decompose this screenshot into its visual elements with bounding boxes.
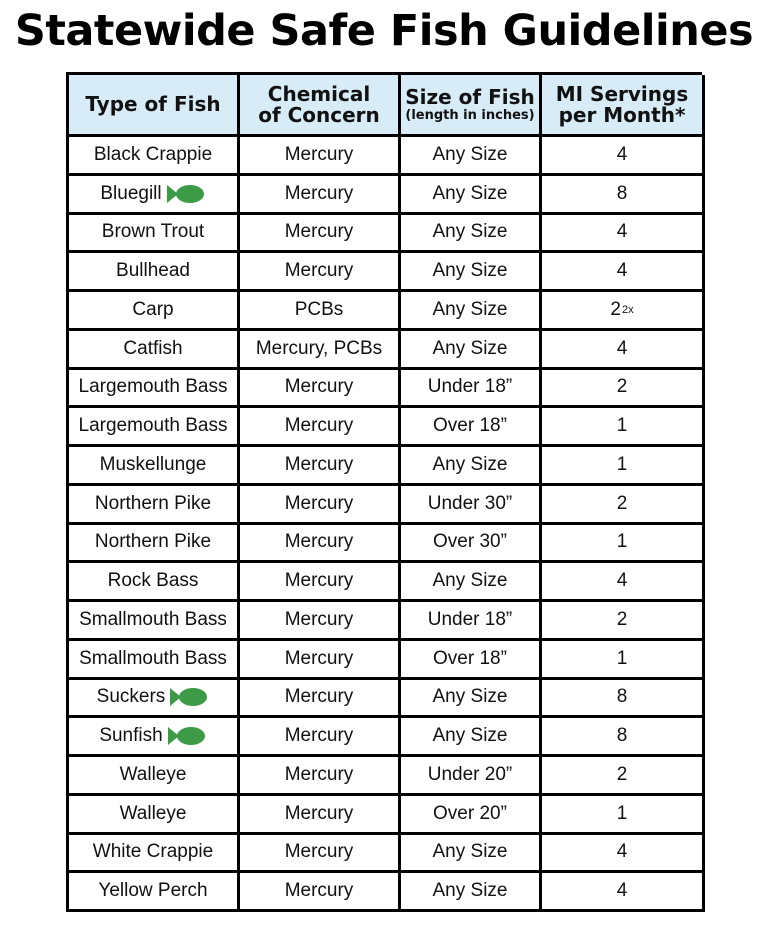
size-cell xyxy=(401,641,542,680)
servings-cell-text: 1 xyxy=(616,415,628,437)
fish-type-cell-text: Carp xyxy=(132,298,174,320)
size-cell xyxy=(401,137,542,176)
servings-cell xyxy=(542,292,705,331)
chemical-cell-text: Mercury xyxy=(284,725,354,747)
fish-icon xyxy=(167,725,207,747)
servings-cell-text: 8 xyxy=(616,725,628,747)
servings-cell-text: 1 xyxy=(616,453,628,475)
servings-cell xyxy=(542,525,705,564)
fish-type-cell xyxy=(69,408,240,447)
header-type-label: Type of Fish xyxy=(85,92,221,116)
chemical-cell xyxy=(240,408,401,447)
size-cell xyxy=(401,563,542,602)
size-cell-text: Any Size xyxy=(432,453,508,475)
servings-cell xyxy=(542,137,705,176)
fish-type-cell-text: Suckers xyxy=(96,686,166,708)
fish-type-cell xyxy=(69,680,240,719)
size-cell xyxy=(401,215,542,254)
size-cell xyxy=(401,680,542,719)
servings-cell-text: 2 xyxy=(616,608,628,630)
size-cell-text: Under 18” xyxy=(427,376,513,398)
chemical-cell-text: Mercury xyxy=(284,880,354,902)
servings-cell-text: 1 xyxy=(616,531,628,553)
fish-type-cell-text: Walleye xyxy=(119,763,187,785)
fish-type-cell-text: Bullhead xyxy=(116,260,190,282)
servings-cell xyxy=(542,176,705,215)
servings-cell-text: 2 xyxy=(616,763,628,785)
fish-type-cell xyxy=(69,563,240,602)
size-cell-text: Any Size xyxy=(432,337,508,359)
servings-cell xyxy=(542,873,705,912)
fish-type-cell-text: Muskellunge xyxy=(99,453,207,475)
fish-type-cell-text: Brown Trout xyxy=(101,221,205,243)
chemical-cell-text: Mercury, PCBs xyxy=(255,337,383,359)
chemical-cell xyxy=(240,137,401,176)
fish-type-cell xyxy=(69,137,240,176)
size-cell-text: Any Size xyxy=(432,841,508,863)
header-chemical xyxy=(240,75,401,137)
chemical-cell-text: Mercury xyxy=(284,260,354,282)
header-servings-line2: per Month* xyxy=(558,102,686,127)
fish-type-cell-text: Smallmouth Bass xyxy=(79,647,227,669)
servings-cell-text: 8 xyxy=(616,182,628,204)
chemical-cell xyxy=(240,525,401,564)
fish-type-cell-text: Black Crappie xyxy=(93,143,213,165)
servings-superscript: 2x xyxy=(621,303,634,316)
size-cell xyxy=(401,253,542,292)
chemical-cell-text: Mercury xyxy=(284,647,354,669)
size-cell xyxy=(401,873,542,912)
size-cell-text: Any Size xyxy=(432,725,508,747)
size-cell-text: Over 18” xyxy=(433,647,507,669)
size-cell xyxy=(401,408,542,447)
servings-cell xyxy=(542,757,705,796)
size-cell-text: Any Size xyxy=(432,570,508,592)
chemical-cell xyxy=(240,447,401,486)
chemical-cell xyxy=(240,796,401,835)
size-cell xyxy=(401,176,542,215)
chemical-cell xyxy=(240,835,401,874)
fish-type-cell-text: Sunfish xyxy=(99,725,163,747)
servings-cell xyxy=(542,408,705,447)
size-cell-text: Any Size xyxy=(432,221,508,243)
chemical-cell xyxy=(240,680,401,719)
fish-type-cell xyxy=(69,331,240,370)
servings-cell-text: 4 xyxy=(616,260,628,282)
chemical-cell xyxy=(240,215,401,254)
fish-type-cell xyxy=(69,796,240,835)
fish-guidelines-table xyxy=(66,72,702,912)
size-cell-text: Any Size xyxy=(432,260,508,282)
chemical-cell-text: Mercury xyxy=(284,221,354,243)
chemical-cell-text: Mercury xyxy=(284,763,354,785)
servings-cell-text: 4 xyxy=(616,221,628,243)
fish-type-cell-text: Bluegill xyxy=(100,182,162,204)
chemical-cell-text: Mercury xyxy=(284,143,354,165)
chemical-cell xyxy=(240,331,401,370)
page-title: Statewide Safe Fish Guidelines xyxy=(14,6,754,56)
chemical-cell xyxy=(240,292,401,331)
servings-cell-text: 2 xyxy=(610,298,621,320)
fish-type-cell xyxy=(69,757,240,796)
fish-icon xyxy=(166,183,206,205)
size-cell-text: Any Size xyxy=(432,686,508,708)
servings-cell-text: 4 xyxy=(616,143,628,165)
size-cell-text: Under 30” xyxy=(427,492,513,514)
fish-type-cell-text: Northern Pike xyxy=(94,531,212,553)
size-cell xyxy=(401,718,542,757)
fish-type-cell xyxy=(69,873,240,912)
size-cell-text: Any Size xyxy=(432,182,508,204)
chemical-cell-text: Mercury xyxy=(284,608,354,630)
servings-cell-text: 4 xyxy=(616,880,628,902)
servings-cell xyxy=(542,718,705,757)
chemical-cell xyxy=(240,253,401,292)
chemical-cell xyxy=(240,757,401,796)
servings-cell xyxy=(542,563,705,602)
size-cell-text: Any Size xyxy=(432,143,508,165)
chemical-cell xyxy=(240,176,401,215)
servings-cell xyxy=(542,602,705,641)
chemical-cell xyxy=(240,602,401,641)
servings-cell xyxy=(542,370,705,409)
fish-type-cell-text: Smallmouth Bass xyxy=(79,608,227,630)
chemical-cell xyxy=(240,641,401,680)
chemical-cell xyxy=(240,486,401,525)
fish-type-cell xyxy=(69,718,240,757)
chemical-cell-text: Mercury xyxy=(284,802,354,824)
servings-cell xyxy=(542,486,705,525)
chemical-cell-text: Mercury xyxy=(284,182,354,204)
header-chemical-line1: Chemical xyxy=(267,81,371,106)
fish-type-cell xyxy=(69,641,240,680)
chemical-cell-text: Mercury xyxy=(284,453,354,475)
servings-cell-text: 2 xyxy=(616,376,628,398)
fish-type-cell xyxy=(69,835,240,874)
size-cell-text: Any Size xyxy=(432,298,508,320)
fish-type-cell xyxy=(69,253,240,292)
chemical-cell-text: PCBs xyxy=(294,298,344,320)
servings-cell xyxy=(542,835,705,874)
chemical-cell xyxy=(240,563,401,602)
chemical-cell-text: Mercury xyxy=(284,686,354,708)
size-cell xyxy=(401,757,542,796)
servings-cell xyxy=(542,680,705,719)
servings-cell xyxy=(542,215,705,254)
servings-cell-text: 8 xyxy=(616,686,628,708)
servings-cell-text: 2 xyxy=(616,492,628,514)
chemical-cell xyxy=(240,370,401,409)
fish-type-cell xyxy=(69,370,240,409)
servings-cell xyxy=(542,796,705,835)
servings-cell-text: 4 xyxy=(616,337,628,359)
fish-type-cell-text: Yellow Perch xyxy=(98,880,208,902)
fish-type-cell-text: Largemouth Bass xyxy=(78,415,228,437)
fish-type-cell xyxy=(69,602,240,641)
servings-cell-text: 4 xyxy=(616,570,628,592)
servings-cell-text: 1 xyxy=(616,647,628,669)
chemical-cell xyxy=(240,873,401,912)
size-cell xyxy=(401,796,542,835)
chemical-cell-text: Mercury xyxy=(284,570,354,592)
size-cell xyxy=(401,835,542,874)
servings-cell-text: 4 xyxy=(616,841,628,863)
size-cell-text: Over 18” xyxy=(433,415,507,437)
header-type-of-fish xyxy=(69,75,240,137)
size-cell xyxy=(401,292,542,331)
chemical-cell-text: Mercury xyxy=(284,376,354,398)
fish-icon xyxy=(169,686,209,708)
chemical-cell-text: Mercury xyxy=(284,492,354,514)
chemical-cell-text: Mercury xyxy=(284,531,354,553)
header-size-line2: (length in inches) xyxy=(405,107,535,123)
fish-type-cell-text: Walleye xyxy=(119,802,187,824)
size-cell xyxy=(401,486,542,525)
size-cell xyxy=(401,331,542,370)
fish-type-cell-text: White Crappie xyxy=(92,841,214,863)
header-servings-line1: MI Servings xyxy=(555,81,689,106)
size-cell xyxy=(401,447,542,486)
fish-type-cell xyxy=(69,447,240,486)
size-cell xyxy=(401,525,542,564)
size-cell xyxy=(401,602,542,641)
header-chemical-line2: of Concern xyxy=(258,102,380,127)
servings-cell xyxy=(542,641,705,680)
fish-type-cell xyxy=(69,215,240,254)
fish-type-cell-text: Catfish xyxy=(123,337,183,359)
size-cell xyxy=(401,370,542,409)
servings-cell xyxy=(542,253,705,292)
fish-type-cell-text: Rock Bass xyxy=(107,570,199,592)
chemical-cell xyxy=(240,718,401,757)
fish-type-cell xyxy=(69,292,240,331)
servings-cell xyxy=(542,447,705,486)
fish-type-cell xyxy=(69,525,240,564)
servings-cell xyxy=(542,331,705,370)
size-cell-text: Under 20” xyxy=(427,763,513,785)
fish-type-cell xyxy=(69,486,240,525)
size-cell-text: Over 30” xyxy=(433,531,507,553)
fish-type-cell xyxy=(69,176,240,215)
header-size-line1: Size of Fish xyxy=(405,84,535,109)
header-servings xyxy=(542,75,705,137)
chemical-cell-text: Mercury xyxy=(284,415,354,437)
chemical-cell-text: Mercury xyxy=(284,841,354,863)
header-size xyxy=(401,75,542,137)
fish-type-cell-text: Largemouth Bass xyxy=(78,376,228,398)
fish-type-cell-text: Northern Pike xyxy=(94,492,212,514)
size-cell-text: Over 20” xyxy=(433,802,507,824)
size-cell-text: Under 18” xyxy=(427,608,513,630)
servings-cell-text: 1 xyxy=(616,802,628,824)
size-cell-text: Any Size xyxy=(432,880,508,902)
